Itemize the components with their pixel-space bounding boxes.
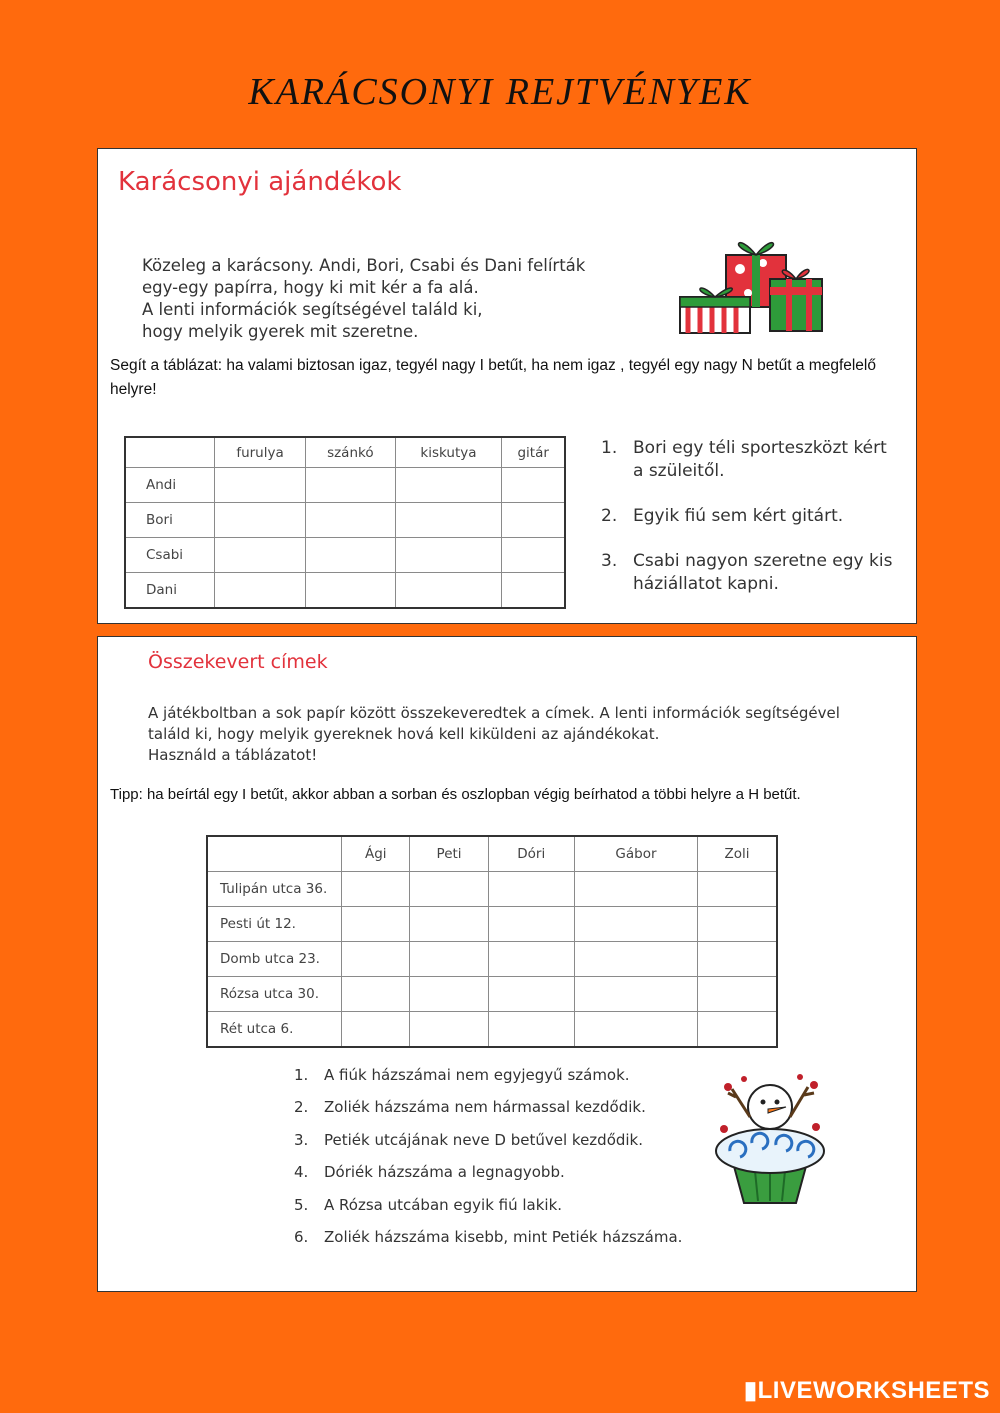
grid-cell[interactable] bbox=[574, 977, 697, 1012]
row-label: Dani bbox=[125, 573, 215, 609]
list-item bbox=[294, 1228, 744, 1260]
intro-line: hogy melyik gyerek mit szeretne. bbox=[142, 322, 419, 341]
corner-cell bbox=[207, 836, 342, 872]
column-header: szánkó bbox=[306, 437, 395, 468]
clue-text: Bori egy téli sporteszközt kért a szüleitől. bbox=[633, 438, 887, 481]
table-header-row bbox=[207, 836, 777, 872]
clue-number: 5. bbox=[294, 1195, 309, 1214]
grid-cell[interactable] bbox=[215, 538, 306, 573]
list-item bbox=[294, 1196, 744, 1228]
grid-cell[interactable] bbox=[215, 503, 306, 538]
grid-cell[interactable] bbox=[395, 538, 502, 573]
list-item bbox=[601, 505, 901, 528]
column-header: Gábor bbox=[574, 836, 697, 872]
clue-number: 3. bbox=[294, 1130, 309, 1149]
grid-cell[interactable] bbox=[502, 573, 565, 609]
grid-cell[interactable] bbox=[697, 977, 777, 1012]
table-row bbox=[125, 468, 565, 503]
clue-number: 2. bbox=[601, 506, 618, 526]
page-title: KARÁCSONYI REJTVÉNYEK bbox=[248, 71, 752, 113]
grid-cell[interactable] bbox=[574, 942, 697, 977]
addresses-intro bbox=[148, 703, 840, 766]
grid-cell[interactable] bbox=[502, 468, 565, 503]
grid-cell[interactable] bbox=[697, 907, 777, 942]
section-title-addresses: Összekevert címek bbox=[148, 651, 328, 673]
grid-cell[interactable] bbox=[306, 573, 395, 609]
row-label: Pesti út 12. bbox=[207, 907, 342, 942]
clue-text: Egyik fiú sem kért gitárt. bbox=[633, 506, 844, 526]
clue-number: 4. bbox=[294, 1163, 309, 1182]
table-row bbox=[207, 872, 777, 907]
clue-number: 2. bbox=[294, 1098, 309, 1117]
grid-cell[interactable] bbox=[697, 942, 777, 977]
column-header: gitár bbox=[502, 437, 565, 468]
gifts-puzzle-panel bbox=[97, 148, 917, 624]
list-item bbox=[294, 1098, 744, 1130]
liveworksheets-logo-icon: ▮ bbox=[743, 1377, 758, 1404]
grid-cell[interactable] bbox=[342, 907, 410, 942]
gifts-intro bbox=[142, 255, 585, 343]
list-item bbox=[294, 1131, 744, 1163]
clue-text: A Rózsa utcában egyik fiú lakik. bbox=[324, 1195, 563, 1214]
clue-number: 1. bbox=[294, 1066, 309, 1084]
grid-cell[interactable] bbox=[306, 468, 395, 503]
section-title-gifts: Karácsonyi ajándékok bbox=[118, 167, 402, 197]
grid-cell[interactable] bbox=[488, 907, 574, 942]
table-header-row bbox=[125, 437, 565, 468]
table-row bbox=[125, 538, 565, 573]
clue-text: Zoliék házszáma nem hármassal kezdődik. bbox=[324, 1098, 646, 1117]
table-row bbox=[125, 503, 565, 538]
column-header: Ági bbox=[342, 836, 410, 872]
column-header: Peti bbox=[410, 836, 488, 872]
row-label: Rét utca 6. bbox=[207, 1012, 342, 1048]
gifts-clue-list bbox=[601, 437, 901, 618]
gifts-logic-grid bbox=[124, 436, 566, 609]
row-label: Andi bbox=[125, 468, 215, 503]
addresses-tip: Tipp: ha beírtál egy I betűt, akkor abban a sorban és oszlopban végig beírhatod a többi helyre a H betűt. bbox=[110, 786, 801, 803]
grid-cell[interactable] bbox=[488, 872, 574, 907]
column-header: furulya bbox=[215, 437, 306, 468]
clue-text: Csabi nagyon szeretne egy kis háziállatot kapni. bbox=[633, 551, 893, 594]
grid-cell[interactable] bbox=[697, 872, 777, 907]
table-row bbox=[207, 942, 777, 977]
grid-cell[interactable] bbox=[410, 872, 488, 907]
grid-cell[interactable] bbox=[395, 468, 502, 503]
corner-cell bbox=[125, 437, 215, 468]
table-row bbox=[125, 573, 565, 609]
clue-text: Zoliék házszáma kisebb, mint Petiék házszáma. bbox=[324, 1227, 683, 1246]
grid-cell[interactable] bbox=[488, 942, 574, 977]
grid-cell[interactable] bbox=[342, 977, 410, 1012]
row-label: Bori bbox=[125, 503, 215, 538]
column-header: kiskutya bbox=[395, 437, 502, 468]
list-item bbox=[294, 1163, 744, 1195]
grid-cell[interactable] bbox=[215, 468, 306, 503]
logo-text: LIVEWORKSHEETS bbox=[757, 1377, 990, 1404]
grid-cell[interactable] bbox=[410, 907, 488, 942]
intro-line: Közeleg a karácsony. Andi, Bori, Csabi és Dani felírták bbox=[142, 256, 586, 275]
table-row bbox=[207, 907, 777, 942]
list-item bbox=[294, 1066, 744, 1098]
grid-cell[interactable] bbox=[410, 977, 488, 1012]
grid-cell[interactable] bbox=[395, 503, 502, 538]
list-item bbox=[601, 437, 901, 483]
row-label: Rózsa utca 30. bbox=[207, 977, 342, 1012]
table-row bbox=[207, 977, 777, 1012]
addresses-logic-grid bbox=[206, 835, 778, 1048]
grid-cell[interactable] bbox=[502, 503, 565, 538]
grid-cell[interactable] bbox=[488, 1012, 574, 1048]
addresses-clue-list bbox=[294, 1066, 744, 1260]
clue-text: A fiúk házszámai nem egyjegyű számok. bbox=[324, 1066, 630, 1084]
intro-line: A játékboltban a sok papír között összekeveredtek a címek. A lenti információk segítségével bbox=[148, 704, 840, 722]
column-header: Zoli bbox=[697, 836, 777, 872]
clue-text: Petiék utcájának neve D betűvel kezdődik. bbox=[324, 1130, 644, 1149]
intro-line: találd ki, hogy melyik gyereknek hová kell kiküldeni az ajándékokat. bbox=[148, 725, 660, 743]
grid-cell[interactable] bbox=[574, 872, 697, 907]
grid-cell[interactable] bbox=[342, 942, 410, 977]
table-row bbox=[207, 1012, 777, 1048]
row-label: Csabi bbox=[125, 538, 215, 573]
grid-cell[interactable] bbox=[488, 977, 574, 1012]
column-header: Dóri bbox=[488, 836, 574, 872]
addresses-puzzle-panel bbox=[97, 636, 917, 1292]
list-item bbox=[601, 550, 901, 596]
grid-cell[interactable] bbox=[306, 503, 395, 538]
grid-cell[interactable] bbox=[574, 907, 697, 942]
snowman-cupcake-icon bbox=[710, 1067, 830, 1207]
intro-line: Használd a táblázatot! bbox=[148, 746, 318, 764]
grid-cell[interactable] bbox=[342, 1012, 410, 1048]
liveworksheets-logo[interactable] bbox=[744, 1376, 990, 1405]
clue-number: 6. bbox=[294, 1227, 309, 1246]
grid-cell[interactable] bbox=[342, 872, 410, 907]
grid-cell[interactable] bbox=[502, 538, 565, 573]
grid-cell[interactable] bbox=[306, 538, 395, 573]
clue-number: 1. bbox=[601, 438, 618, 458]
grid-cell[interactable] bbox=[215, 573, 306, 609]
intro-line: A lenti információk segítségével találd ki, bbox=[142, 300, 483, 319]
intro-line: egy-egy papírra, hogy ki mit kér a fa alá. bbox=[142, 278, 479, 297]
grid-cell[interactable] bbox=[395, 573, 502, 609]
clue-text: Dóriék házszáma a legnagyobb. bbox=[324, 1163, 565, 1182]
gifts-instruction: Segít a táblázat: ha valami biztosan igaz, tegyél nagy I betűt, ha nem igaz , tegyél egy nagy N betűt a megfelelő helyre! bbox=[110, 357, 876, 398]
grid-cell[interactable] bbox=[697, 1012, 777, 1048]
gift-boxes-icon bbox=[678, 227, 828, 337]
row-label: Tulipán utca 36. bbox=[207, 872, 342, 907]
grid-cell[interactable] bbox=[410, 942, 488, 977]
clue-number: 3. bbox=[601, 551, 618, 571]
row-label: Domb utca 23. bbox=[207, 942, 342, 977]
grid-cell[interactable] bbox=[410, 1012, 488, 1048]
grid-cell[interactable] bbox=[574, 1012, 697, 1048]
